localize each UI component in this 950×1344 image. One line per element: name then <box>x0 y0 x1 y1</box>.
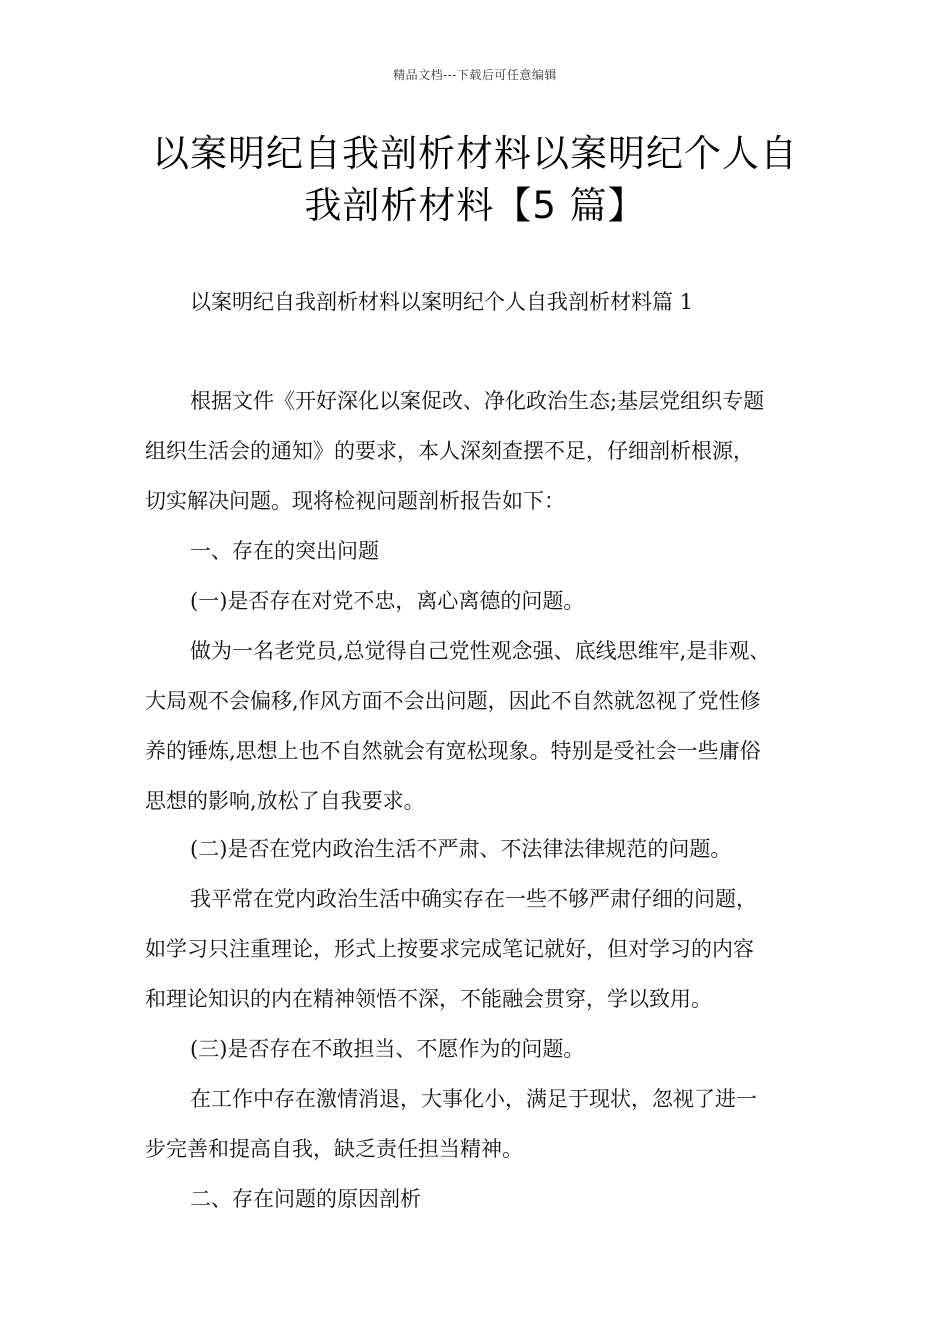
paragraph-line: 组织生活会的通知》的要求，本人深刻查摆不足，仔细剖析根源， <box>145 439 754 463</box>
title-line-2: 我剖析材料【5 篇】 <box>304 184 646 227</box>
paragraph-line: 在工作中存在激情消退，大事化小，满足于现状，忽视了进一 <box>190 1087 757 1111</box>
subsection-heading: (一)是否存在对党不忠，离心离德的问题。 <box>190 589 585 613</box>
paragraph-line: 切实解决问题。现将检视问题剖析报告如下： <box>145 489 565 513</box>
section-subtitle: 以案明纪自我剖析材料以案明纪个人自我剖析材料篇 1 <box>190 290 694 314</box>
paragraph-line: 步完善和提高自我，缺乏责任担当精神。 <box>145 1137 523 1161</box>
paragraph-line: 如学习只注重理论，形式上按要求完成笔记就好，但对学习的内容 <box>145 937 754 961</box>
subsection-heading: (三)是否存在不敢担当、不愿作为的问题。 <box>190 1037 585 1061</box>
paragraph-line: 根据文件《开好深化以案促改、净化政治生态;基层党组织专题 <box>190 389 765 413</box>
header-note: 精品文档---下载后可任意编辑 <box>393 68 557 82</box>
paragraph-line: 养的锤炼,思想上也不自然就会有宽松现象。特别是受社会一些庸俗 <box>145 739 761 763</box>
subsection-heading: (二)是否在党内政治生活不严肃、不法律法律规范的问题。 <box>190 837 732 861</box>
title-line-1: 以案明纪自我剖析材料以案明纪个人自 <box>152 132 798 175</box>
paragraph-line: 我平常在党内政治生活中确实存在一些不够严肃仔细的问题， <box>190 887 757 911</box>
paragraph-line: 做为一名老党员,总觉得自己党性观念强、底线思维牢,是非观、 <box>190 639 771 663</box>
section-heading: 一、存在的突出问题 <box>190 539 379 563</box>
paragraph-line: 和理论知识的内在精神领悟不深，不能融会贯穿，学以致用。 <box>145 987 712 1011</box>
section-heading: 二、存在问题的原因剖析 <box>190 1187 421 1211</box>
paragraph-line: 思想的影响,放松了自我要求。 <box>145 789 425 813</box>
paragraph-line: 大局观不会偏移,作风方面不会出问题，因此不自然就忽视了党性修 <box>145 689 761 713</box>
document-title <box>110 128 840 232</box>
